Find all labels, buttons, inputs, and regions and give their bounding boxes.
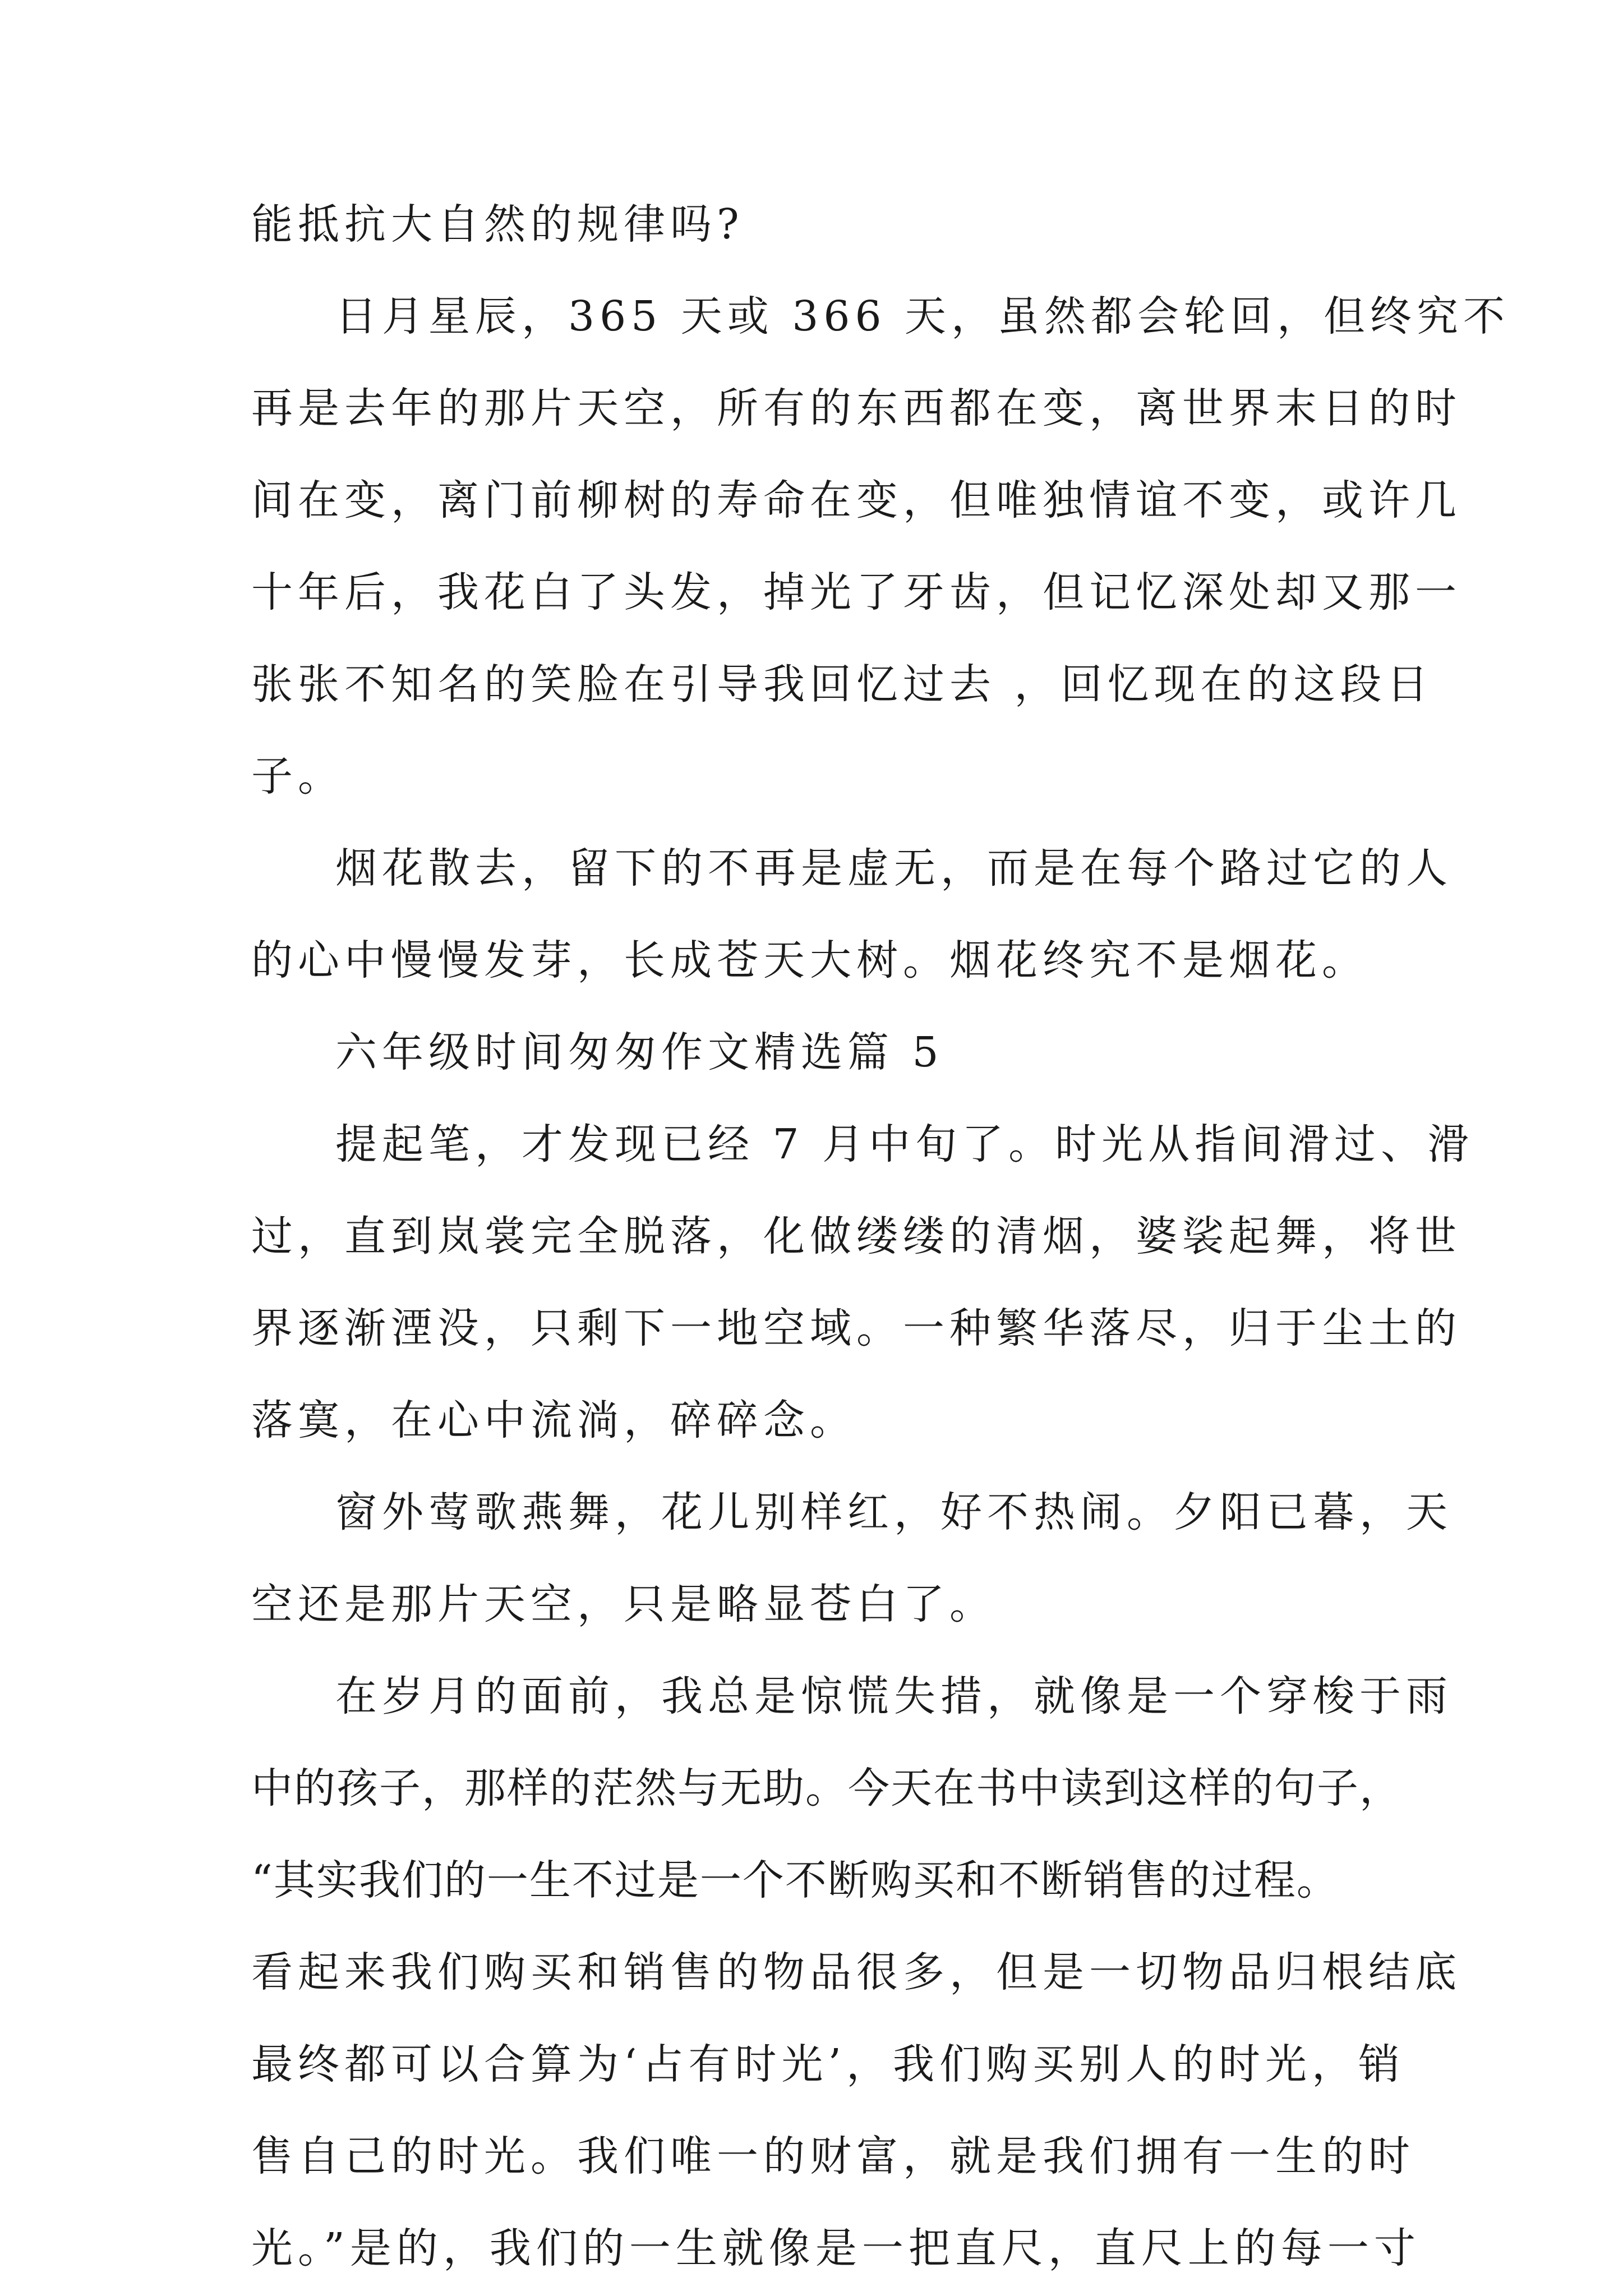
text-line: 光。”是的，我们的一生就像是一把直尺，直尺上的每一寸 — [251, 2224, 1421, 2272]
text-line: 提起笔，才发现已经 7 月中旬了。时光从指间滑过、滑 — [335, 1120, 1474, 1168]
text-line: 空还是那片天空，只是略显苍白了。 — [251, 1580, 996, 1628]
text-line: 烟花散去，留下的不再是虚无，而是在每个路过它的人 — [335, 844, 1453, 892]
text-line: 界逐渐湮没，只剩下一地空域。一种繁华落尽，归于尘土的 — [251, 1304, 1461, 1352]
text-line: 售自己的时光。我们唯一的财富，就是我们拥有一生的时 — [251, 2132, 1415, 2180]
text-line: 子。 — [251, 752, 344, 800]
text-line: 张张不知名的笑脸在引导我回忆过去 ，回忆现在的这段日 — [251, 660, 1433, 708]
text-line: 落寞，在心中流淌，碎碎念。 — [251, 1396, 856, 1444]
text-line: 中的孩子，那样的茫然与无助。今天在书中读到这样的句子， — [251, 1764, 1402, 1812]
section-heading: 六年级时间匆匆作文精选篇 5 — [335, 1028, 944, 1076]
text-line: “其实我们的一生不过是一个不断购买和不断销售的过程。 — [251, 1856, 1339, 1904]
text-line: 最终都可以合算为‘占有时光’，我们购买别人的时光，销 — [251, 2040, 1405, 2088]
text-line: 十年后，我花白了头发，掉光了牙齿，但记忆深处却又那一 — [251, 568, 1461, 616]
text-line: 间在变，离门前柳树的寿命在变，但唯独情谊不变，或许几 — [251, 476, 1461, 524]
text-line: 过，直到岚裳完全脱落，化做缕缕的清烟，婆裟起舞，将世 — [251, 1212, 1461, 1260]
text-line: 的心中慢慢发芽，长成苍天大树。烟花终究不是烟花。 — [251, 936, 1368, 984]
text-line: 在岁月的面前，我总是惊慌失措，就像是一个穿梭于雨 — [335, 1672, 1453, 1720]
text-line: 再是去年的那片天空，所有的东西都在变，离世界末日的时 — [251, 384, 1461, 432]
text-line: 能抵抗大自然的规律吗? — [251, 200, 744, 249]
text-line: 看起来我们购买和销售的物品很多，但是一切物品归根结底 — [251, 1948, 1461, 1996]
text-line: 窗外莺歌燕舞，花儿别样红，好不热闹。夕阳已暮，天 — [335, 1488, 1453, 1536]
text-line: 日月星辰，365 天或 366 天，虽然都会轮回，但终究不 — [335, 292, 1510, 341]
